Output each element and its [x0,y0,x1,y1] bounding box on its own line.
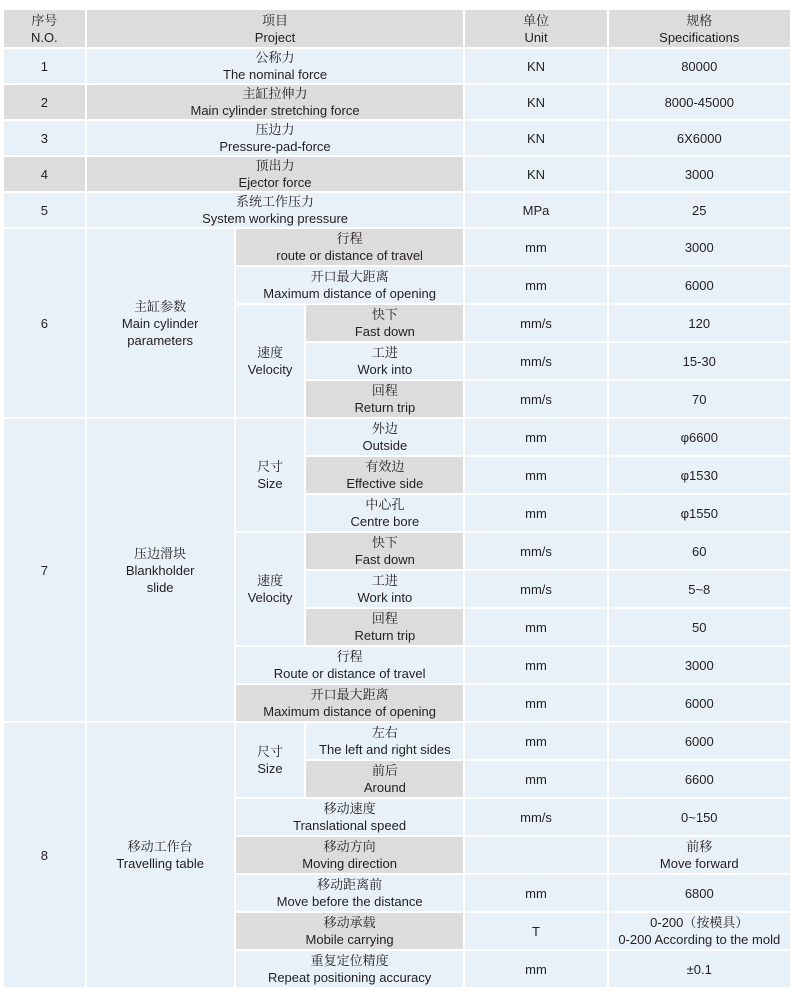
spec-sheet [2,8,792,998]
row-unit: mm/s [465,799,606,835]
row-item: 快下 Fast down [306,533,463,569]
row-item: 开口最大距离 Maximum distance of opening [236,685,464,721]
row-unit: KN [465,121,606,155]
row-unit: T [465,913,606,949]
row-unit: mm [465,951,606,987]
row-item: 移动距离前 Move before the distance [236,875,464,911]
row-spec: 25 [609,193,790,227]
row-spec: 6800 [609,875,790,911]
specification-table [2,8,792,989]
row-number: 5 [4,193,85,227]
row-item: 移动速度 Translational speed [236,799,464,835]
row-unit: mm [465,267,606,303]
row-unit: MPa [465,193,606,227]
row-spec: 6X6000 [609,121,790,155]
header-project: 项目 Project [87,10,464,47]
row-spec: 70 [609,381,790,417]
group-number: 6 [4,229,85,417]
row-item: 前后 Around [306,761,463,797]
row-item: 重复定位精度 Repeat positioning accuracy [236,951,464,987]
row-item: 顶出力 Ejector force [87,157,464,191]
row-number: 4 [4,157,85,191]
row-item: 回程 Return trip [306,381,463,417]
row-spec: 0~150 [609,799,790,835]
row-unit: mm [465,685,606,721]
row-spec: 6600 [609,761,790,797]
row-item: 工进 Work into [306,343,463,379]
row-unit: mm/s [465,305,606,341]
row-unit: mm/s [465,533,606,569]
table-row [4,419,790,455]
table-row [4,85,790,119]
row-unit: mm [465,495,606,531]
row-item: 移动承载 Mobile carrying [236,913,464,949]
row-number: 3 [4,121,85,155]
table-row [4,49,790,83]
row-item: 有效边 Effective side [306,457,463,493]
row-unit: mm [465,723,606,759]
row-spec: φ1530 [609,457,790,493]
row-spec: 6000 [609,685,790,721]
group-title: 压边滑块 Blankholder slide [87,419,234,721]
row-unit: mm/s [465,381,606,417]
row-unit: mm [465,761,606,797]
row-unit: mm [465,229,606,265]
subgroup-title: 尺寸 Size [236,419,305,531]
row-item: 移动方向 Moving direction [236,837,464,873]
row-spec: 60 [609,533,790,569]
row-unit: KN [465,49,606,83]
row-unit: KN [465,157,606,191]
row-spec: 80000 [609,49,790,83]
row-spec: 5~8 [609,571,790,607]
row-unit: mm [465,875,606,911]
row-item: 开口最大距离 Maximum distance of opening [236,267,464,303]
row-spec: 3000 [609,229,790,265]
row-item: 行程 route or distance of travel [236,229,464,265]
row-item: 主缸拉伸力 Main cylinder stretching force [87,85,464,119]
group-number: 7 [4,419,85,721]
row-unit: mm/s [465,571,606,607]
row-spec: 120 [609,305,790,341]
row-unit: KN [465,85,606,119]
row-item: 工进 Work into [306,571,463,607]
header-spec: 规格 Specifications [609,10,790,47]
row-item: 中心孔 Centre bore [306,495,463,531]
row-spec: 50 [609,609,790,645]
row-spec: φ6600 [609,419,790,455]
row-unit: mm [465,609,606,645]
row-unit: mm/s [465,343,606,379]
subgroup-title: 速度 Velocity [236,305,305,417]
row-spec: 前移 Move forward [609,837,790,873]
row-item: 压边力 Pressure-pad-force [87,121,464,155]
subgroup-title: 尺寸 Size [236,723,305,797]
row-unit: mm [465,419,606,455]
row-item: 回程 Return trip [306,609,463,645]
row-unit [465,837,606,873]
table-row [4,157,790,191]
row-number: 1 [4,49,85,83]
row-unit: mm [465,647,606,683]
table-row [4,723,790,759]
row-unit: mm [465,457,606,493]
row-item: 快下 Fast down [306,305,463,341]
row-spec: 15-30 [609,343,790,379]
row-spec: 6000 [609,723,790,759]
header-unit: 单位 Unit [465,10,606,47]
row-spec: φ1550 [609,495,790,531]
table-row [4,121,790,155]
row-number: 2 [4,85,85,119]
header-no: 序号 N.O. [4,10,85,47]
table-row [4,229,790,265]
table-row [4,193,790,227]
row-item: 左右 The left and right sides [306,723,463,759]
row-item: 系统工作压力 System working pressure [87,193,464,227]
row-item: 行程 Route or distance of travel [236,647,464,683]
row-spec: ±0.1 [609,951,790,987]
subgroup-title: 速度 Velocity [236,533,305,645]
row-item: 公称力 The nominal force [87,49,464,83]
header-row [4,10,790,47]
row-spec: 3000 [609,157,790,191]
row-spec: 8000-45000 [609,85,790,119]
row-item: 外边 Outside [306,419,463,455]
row-spec: 6000 [609,267,790,303]
group-number: 8 [4,723,85,987]
group-title: 移动工作台 Travelling table [87,723,234,987]
row-spec: 3000 [609,647,790,683]
group-title: 主缸参数 Main cylinder parameters [87,229,234,417]
row-spec: 0-200（按模具） 0-200 According to the mold [609,913,790,949]
